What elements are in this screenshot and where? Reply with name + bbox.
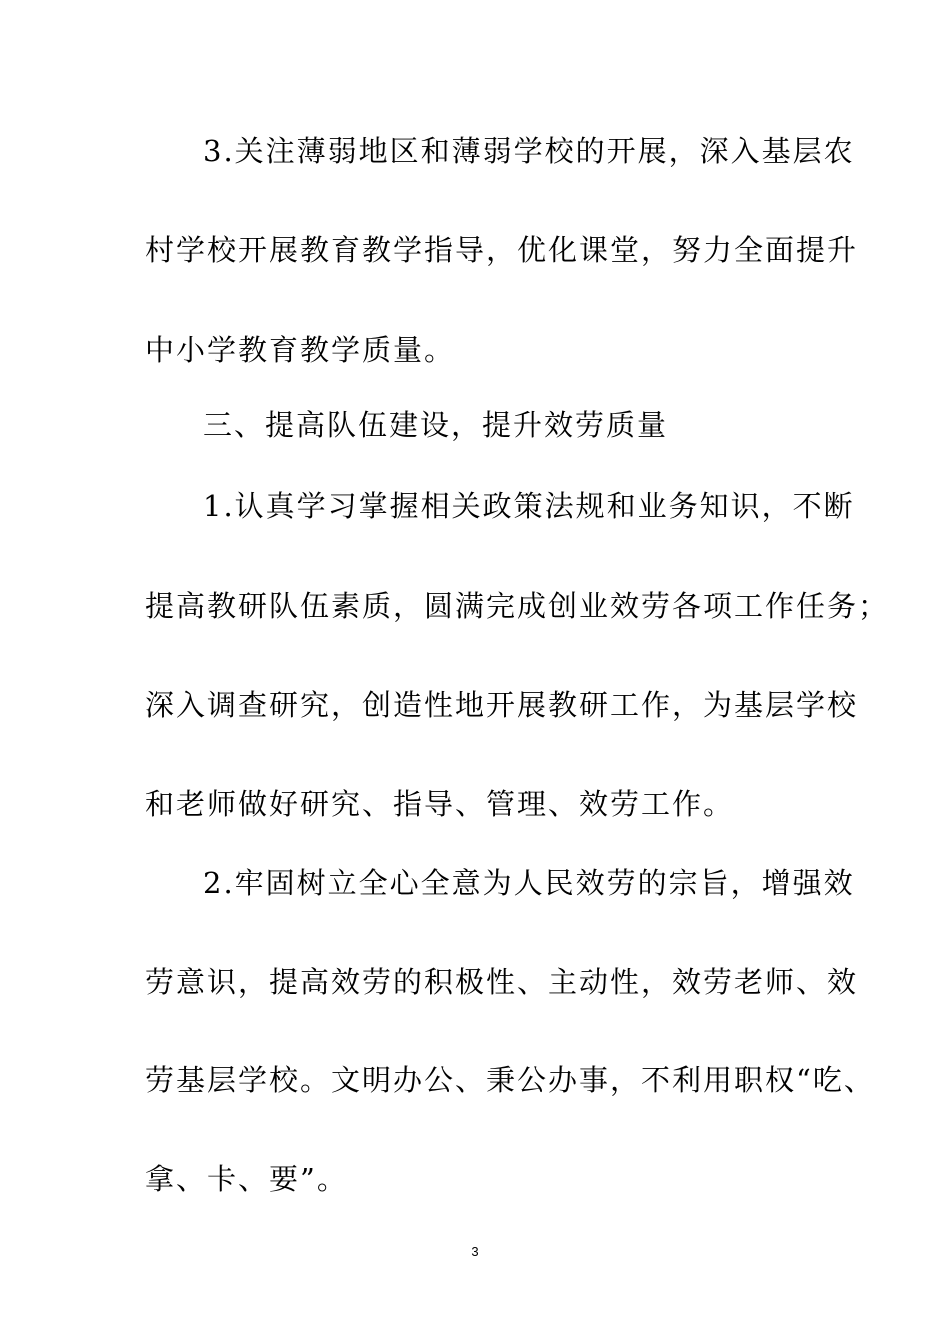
paragraph-line: 提高教研队伍素质，圆满完成创业效劳各项工作任务； [145,589,890,623]
page-number: 3 [471,1244,479,1259]
paragraph-line: 1.认真学习掌握相关政策法规和业务知识，不断 [203,489,855,523]
paragraph-line: 和老师做好研究、指导、管理、效劳工作。 [145,787,735,821]
paragraph-line: 中小学教育教学质量。 [145,333,456,367]
paragraph-line: 劳基层学校。文明办公、秉公办事，不利用职权“吃、 [145,1063,875,1097]
paragraph-line: 村学校开展教育教学指导，优化课堂，努力全面提升 [145,233,859,267]
section-heading: 三、提高队伍建设，提升效劳质量 [203,408,669,442]
paragraph-line: 3.关注薄弱地区和薄弱学校的开展，深入基层农 [203,134,855,168]
paragraph-line: 拿、卡、要”。 [145,1162,348,1196]
paragraph-line: 深入调查研究，创造性地开展教研工作，为基层学校 [145,688,859,722]
paragraph-line: 劳意识，提高效劳的积极性、主动性，效劳老师、效 [145,965,859,999]
paragraph-line: 2.牢固树立全心全意为人民效劳的宗旨，增强效 [203,866,855,900]
